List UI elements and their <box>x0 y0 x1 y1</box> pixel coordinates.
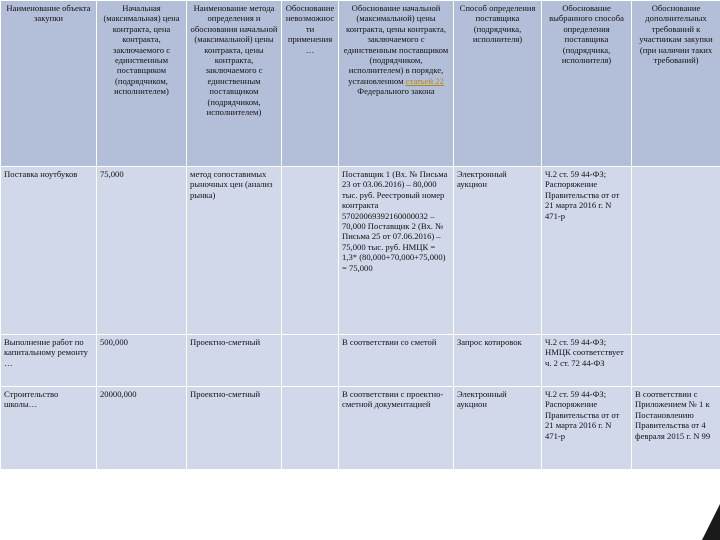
cell-object: Выполнение работ по капитальному ремонту … <box>1 335 97 387</box>
cell-impossibility <box>282 387 339 470</box>
cell-impossibility <box>282 167 339 335</box>
slide-corner-accent <box>702 504 720 540</box>
header-method-name: Наименование метода определения и обоснования начальной (максимальной) цены контракта, цены контракта, заключаемого с единственным поставщиком (подрядчиком, исполнителем) <box>187 1 282 167</box>
cell-object: Строительство школы… <box>1 387 97 470</box>
table-row <box>1 167 720 335</box>
header-price-justification <box>339 1 454 167</box>
cell-price: 20000,000 <box>97 387 187 470</box>
header-impossibility-justification: Обоснование невозможнос ти применения … <box>282 1 339 167</box>
cell-price: 500,000 <box>97 335 187 387</box>
cell-price-justification: В соответствии с проектно-сметной документацией <box>339 387 454 470</box>
article-22-link[interactable]: статьей 22 <box>405 75 444 86</box>
header-price-justification-text: Обоснование начальной (максимальной) цены контракта, цены контракта, заключаемого с единственным поставщиком (подрядчиком, исполнителем) в порядке, установленном <box>343 3 449 86</box>
cell-method-justification: Ч.2 ст. 59 44-ФЗ; Распоряжение Правительства от от 21 марта 2016 г. N 471-р <box>542 167 632 335</box>
table-row <box>1 335 720 387</box>
cell-object: Поставка ноутбуков <box>1 167 97 335</box>
cell-additional-requirements <box>632 335 720 387</box>
table-header-row <box>1 1 720 167</box>
cell-method: Проектно-сметный <box>187 335 282 387</box>
header-method-justification: Обоснование выбранного способа определения поставщика (подрядчика, исполнителя) <box>542 1 632 167</box>
table-row <box>1 387 720 470</box>
header-price-justification-tail: Федерального закона <box>357 86 435 97</box>
cell-method-justification: Ч.2 ст. 59 44-ФЗ; Распоряжение Правительства от от 21 марта 2016 г. N 471-р <box>542 387 632 470</box>
cell-price-justification: В соответствии со сметой <box>339 335 454 387</box>
cell-method: метод сопоставимых рыночных цен (анализ рынка) <box>187 167 282 335</box>
header-initial-max-price: Начальная (максимальная) цена контракта, цена контракта, заключаемого с единственным поставщиком (подрядчиком, исполнителем) <box>97 1 187 167</box>
cell-supplier-method: Электронный аукцион <box>454 387 542 470</box>
header-supplier-method: Способ определения поставщика (подрядчика, исполнителя) <box>454 1 542 167</box>
cell-impossibility <box>282 335 339 387</box>
slide-bottom-margin <box>0 488 720 540</box>
cell-price: 75,000 <box>97 167 187 335</box>
cell-additional-requirements <box>632 167 720 335</box>
cell-price-justification: Поставщик 1 (Вх. № Письма 23 от 03.06.2016) – 80,000 тыс. руб. Реестровый номер контракта 57020069392160000032 – 70,000 Поставщик 2 (Вх. № Письма 25 от 07.06.2016) – 75,000 тыс. руб. НМЦК = 1,3* (80,000+70,000+75,000) = 75,000 <box>339 167 454 335</box>
cell-supplier-method: Электронный аукцион <box>454 167 542 335</box>
cell-supplier-method: Запрос котировок <box>454 335 542 387</box>
cell-method: Проектно-сметный <box>187 387 282 470</box>
cell-additional-requirements: В соответствии с Приложением № 1 к Постановлению Правительства от 4 февраля 2015 г. N 99 <box>632 387 720 470</box>
cell-method-justification: Ч.2 ст. 59 44-ФЗ; НМЦК соответствует ч. 2 ст. 72 44-ФЗ <box>542 335 632 387</box>
header-additional-requirements: Обоснование дополнительных требований к участникам закупки (при наличии таких требований) <box>632 1 720 167</box>
header-procurement-object: Наименование объекта закупки <box>1 1 97 167</box>
